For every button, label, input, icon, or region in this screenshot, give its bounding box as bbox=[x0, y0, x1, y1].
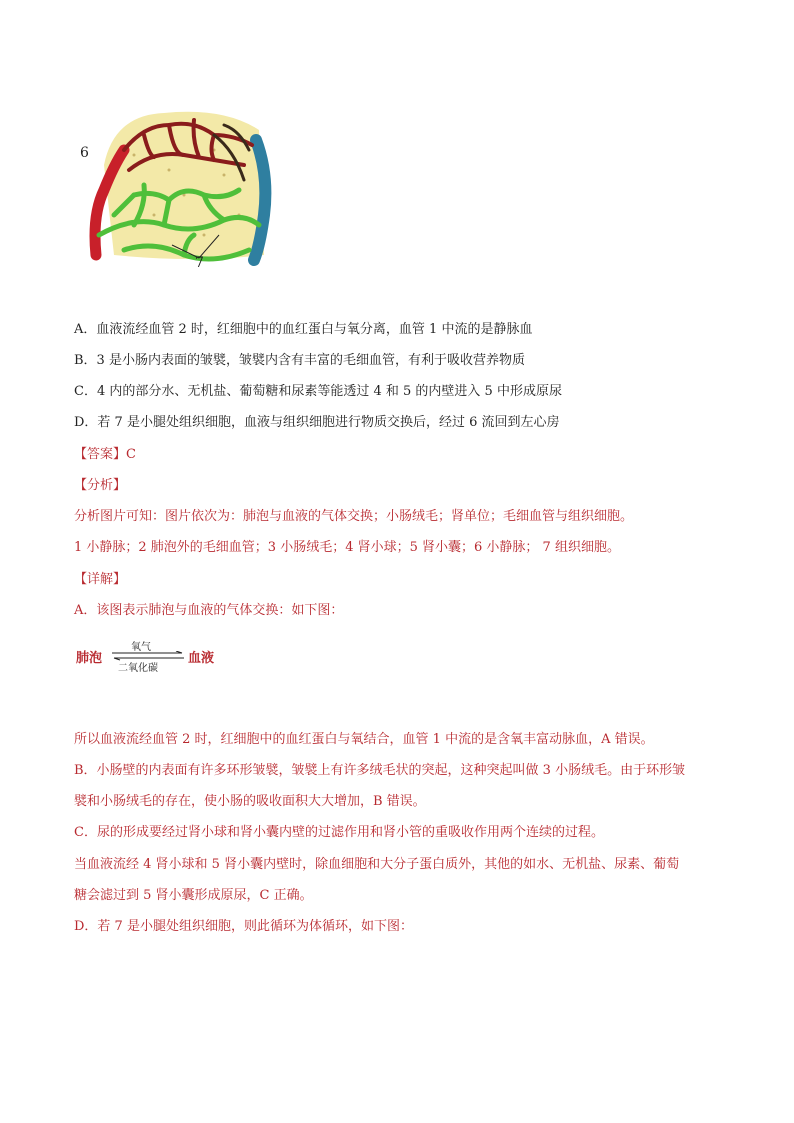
answer-tag: 【答案】C bbox=[74, 447, 136, 462]
detail-tag: 【详解】 bbox=[74, 572, 127, 587]
option-c: C．4 内的部分水、无机盐、葡萄糖和尿素等能透过 4 和 5 的内壁进入 5 中形成原尿 bbox=[74, 384, 562, 399]
detail-line-2: B．小肠壁的内表面有许多环形皱襞，皱襞上有许多绒毛状的突起，这种突起叫做 3 小肠绒毛。由于环形皱 bbox=[74, 763, 686, 778]
detail-line-6: 糖会滤过到 5 肾小囊形成原尿，C 正确。 bbox=[74, 888, 313, 903]
eq-top-label: 氧气 bbox=[131, 642, 151, 653]
capillary-illustration bbox=[74, 95, 274, 275]
analysis-tag: 【分析】 bbox=[74, 478, 127, 493]
analysis-line-1: 分析图片可知：图片依次为：肺泡与血液的气体交换；小肠绒毛；肾单位；毛细血管与组织细胞。 bbox=[74, 509, 634, 524]
detail-line-7: D．若 7 是小腿处组织细胞，则此循环为体循环，如下图： bbox=[74, 919, 413, 934]
capillary-figure bbox=[74, 95, 274, 275]
figure-label-7: 7 bbox=[195, 255, 204, 271]
analysis-line-2: 1 小静脉；2 肺泡外的毛细血管；3 小肠绒毛；4 肾小球；5 肾小囊；6 小静脉； 7 组织细胞。 bbox=[74, 540, 620, 555]
gas-exchange-diagram bbox=[76, 638, 236, 674]
eq-left-label: 肺泡 bbox=[76, 651, 103, 666]
detail-line-1: 所以血液流经血管 2 时，红细胞中的血红蛋白与氧结合，血管 1 中流的是含氧丰富动脉血，A 错误。 bbox=[74, 732, 654, 747]
option-a: A．血液流经血管 2 时，红细胞中的血红蛋白与氧分离，血管 1 中流的是静脉血 bbox=[74, 322, 533, 337]
figure-label-6: 6 bbox=[80, 145, 89, 161]
detail-line-3: 襞和小肠绒毛的存在，使小肠的吸收面积大大增加，B 错误。 bbox=[74, 794, 426, 809]
option-d: D．若 7 是小腿处组织细胞，血液与组织细胞进行物质交换后，经过 6 流回到左心房 bbox=[74, 415, 560, 430]
eq-right-label: 血液 bbox=[188, 651, 215, 666]
option-b: B．3 是小肠内表面的皱襞，皱襞内含有丰富的毛细血管，有利于吸收营养物质 bbox=[74, 353, 525, 368]
detail-line-5: 当血液流经 4 肾小球和 5 肾小囊内壁时，除血细胞和大分子蛋白质外，其他的如水、无机盐、尿素、葡萄 bbox=[74, 857, 680, 872]
tissue-background bbox=[104, 112, 264, 259]
eq-bottom-label: 二氧化碳 bbox=[118, 663, 158, 674]
detail-line-4: C．尿的形成要经过肾小球和肾小囊内壁的过滤作用和肾小管的重吸收作用两个连续的过程。 bbox=[74, 825, 604, 840]
detail-a: A．该图表示肺泡与血液的气体交换：如下图： bbox=[74, 603, 344, 618]
